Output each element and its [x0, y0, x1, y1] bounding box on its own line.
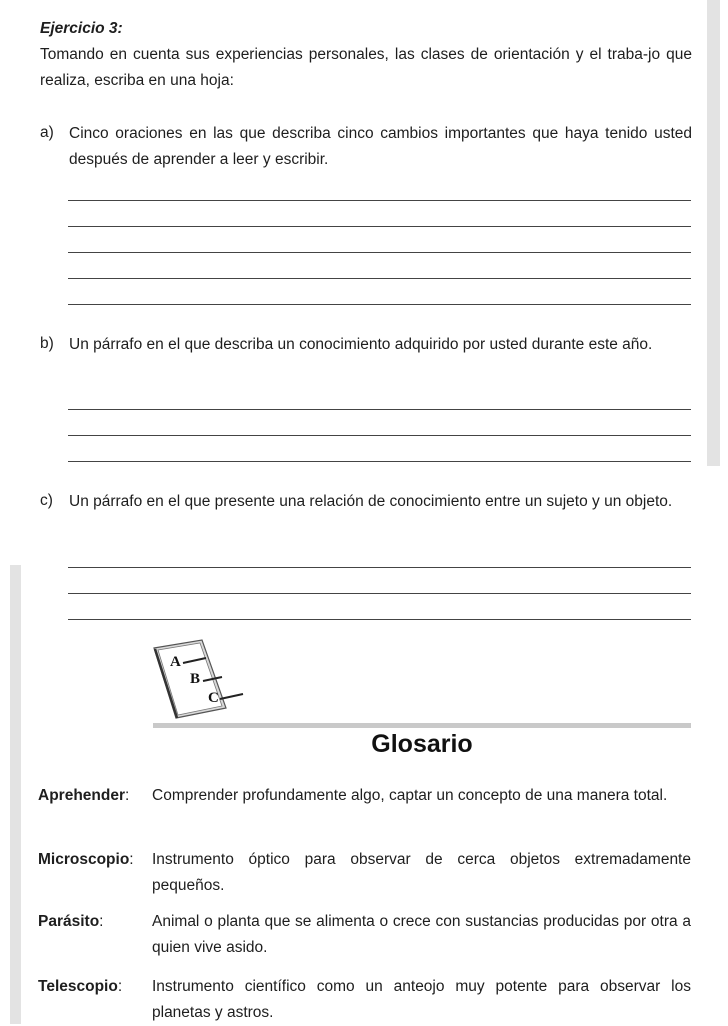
glossary-definition: Instrumento óptico para observar de cerca objetos extremadamente pequeños.: [152, 851, 691, 894]
right-margin-bar: [707, 0, 720, 466]
answer-line[interactable]: [68, 409, 691, 410]
glossary-term: Aprehender:: [38, 787, 130, 804]
answer-line[interactable]: [68, 304, 691, 305]
abc-notebook-icon: [150, 636, 250, 722]
glossary-definition: Animal o planta que se alimenta o crece con sustancias producidas por otra a quien vive asido.: [152, 913, 691, 956]
glossary-term: Telescopio:: [38, 978, 123, 995]
question-a-marker: a): [40, 124, 54, 141]
answer-line[interactable]: [68, 567, 691, 568]
answer-line[interactable]: [68, 252, 691, 253]
glossary-definition: Comprender profundamente algo, captar un concepto de una manera total.: [152, 787, 668, 804]
question-c-marker: c): [40, 492, 53, 509]
answer-line[interactable]: [68, 619, 691, 620]
question-c-text: Un párrafo en el que presente una relación de conocimiento entre un sujeto y un objeto.: [69, 493, 673, 510]
glossary-term: Microscopio:: [38, 851, 134, 868]
letter-c: C: [208, 690, 219, 706]
glossary-title: Glosario: [371, 730, 473, 758]
question-b-marker: b): [40, 335, 54, 352]
answer-line[interactable]: [68, 593, 691, 594]
question-b-text: Un párrafo en el que describa un conocimiento adquirido por usted durante este año.: [69, 336, 653, 353]
exercise-intro: Tomando en cuenta sus experiencias personales, las clases de orientación y el traba-jo que realiza, escriba en una hoja:: [40, 46, 692, 89]
answer-line[interactable]: [68, 278, 691, 279]
exercise-title: Ejercicio 3:: [40, 20, 123, 37]
letter-b: B: [190, 671, 201, 687]
answer-line[interactable]: [68, 435, 691, 436]
glossary-rule: [153, 723, 691, 728]
answer-line[interactable]: [68, 200, 691, 201]
left-margin-bar: [10, 565, 21, 1024]
answer-line[interactable]: [68, 226, 691, 227]
answer-line[interactable]: [68, 461, 691, 462]
letter-a: A: [170, 654, 181, 670]
glossary-definition: Instrumento científico como un anteojo muy potente para observar los planetas y astros.: [152, 978, 691, 1021]
glossary-term: Parásito:: [38, 913, 104, 930]
question-a-text: Cinco oraciones en las que describa cinco cambios importantes que haya tenido usted después de aprender a leer y escribir.: [69, 125, 692, 168]
